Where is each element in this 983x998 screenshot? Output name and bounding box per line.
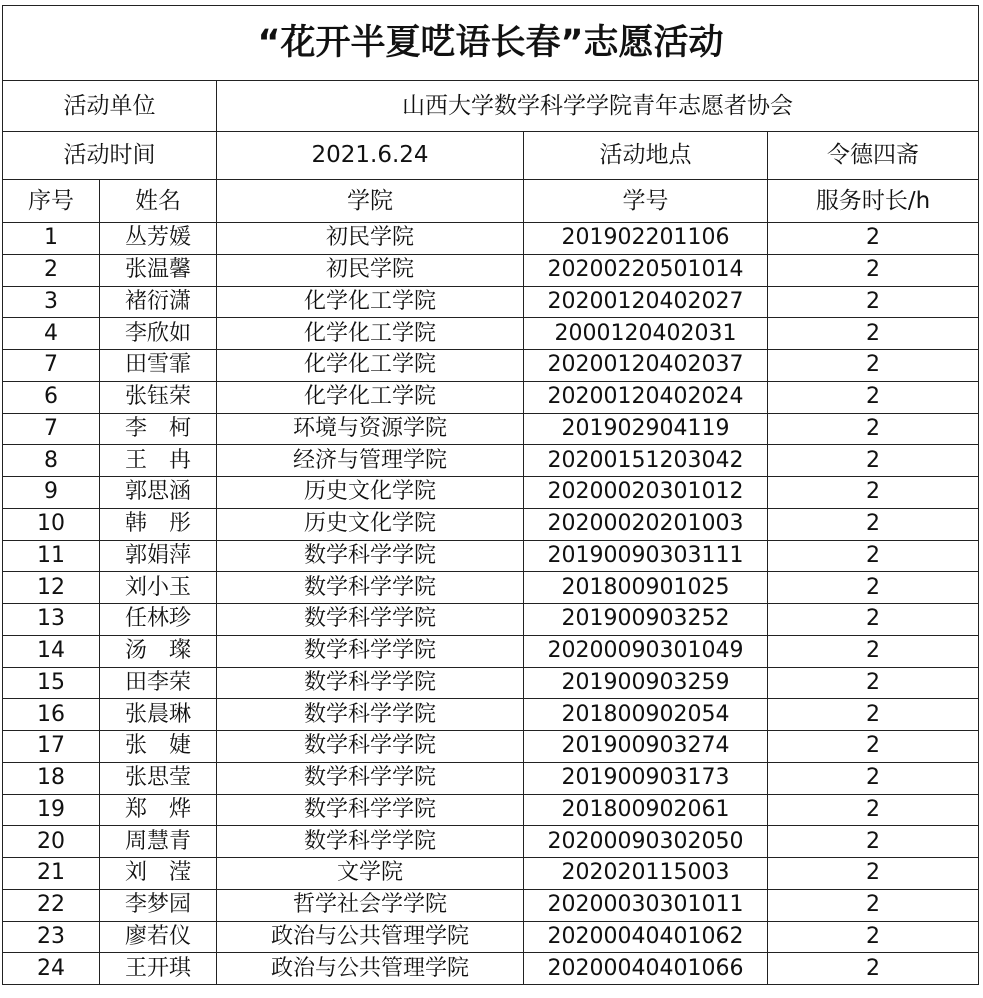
- cell-student-id: 201900903173: [524, 762, 768, 794]
- cell-student-id: 2000120402031: [524, 318, 768, 350]
- cell-college: 化学化工学院: [217, 350, 524, 382]
- cell-student-id: 20200090301049: [524, 635, 768, 667]
- volunteer-table: [2, 5, 979, 985]
- cell-student-id: 20190090303111: [524, 540, 768, 572]
- header-name: 姓名: [100, 180, 217, 223]
- cell-name: 廖若仪: [100, 921, 217, 953]
- cell-name: 田雪霏: [100, 350, 217, 382]
- cell-index: 7: [3, 350, 100, 382]
- table-row: [3, 350, 979, 382]
- cell-name: 张晨琳: [100, 699, 217, 731]
- cell-hours: 2: [768, 223, 979, 255]
- cell-index: 13: [3, 604, 100, 636]
- cell-index: 9: [3, 477, 100, 509]
- cell-hours: 2: [768, 445, 979, 477]
- table-row: [3, 794, 979, 826]
- cell-college: 数学科学学院: [217, 572, 524, 604]
- cell-college: 化学化工学院: [217, 286, 524, 318]
- cell-hours: 2: [768, 826, 979, 858]
- table-row: [3, 477, 979, 509]
- cell-college: 文学院: [217, 858, 524, 890]
- cell-hours: 2: [768, 635, 979, 667]
- cell-college: 环境与资源学院: [217, 413, 524, 445]
- cell-student-id: 20200020201003: [524, 508, 768, 540]
- table-row: [3, 508, 979, 540]
- header-index: 序号: [3, 180, 100, 223]
- table-row: [3, 826, 979, 858]
- cell-college: 历史文化学院: [217, 508, 524, 540]
- cell-college: 数学科学学院: [217, 762, 524, 794]
- cell-name: 李 柯: [100, 413, 217, 445]
- table-row: [3, 731, 979, 763]
- cell-name: 任林珍: [100, 604, 217, 636]
- table-row: [3, 413, 979, 445]
- cell-index: 24: [3, 953, 100, 985]
- cell-student-id: 201800902061: [524, 794, 768, 826]
- cell-name: 张思莹: [100, 762, 217, 794]
- table-row: [3, 858, 979, 890]
- cell-name: 郭娟萍: [100, 540, 217, 572]
- cell-name: 王开琪: [100, 953, 217, 985]
- table-row: [3, 318, 979, 350]
- cell-college: 数学科学学院: [217, 604, 524, 636]
- cell-student-id: 201800902054: [524, 699, 768, 731]
- cell-hours: 2: [768, 254, 979, 286]
- cell-hours: 2: [768, 762, 979, 794]
- cell-index: 21: [3, 858, 100, 890]
- cell-index: 2: [3, 254, 100, 286]
- cell-college: 化学化工学院: [217, 381, 524, 413]
- cell-student-id: 20200040401062: [524, 921, 768, 953]
- cell-index: 6: [3, 381, 100, 413]
- cell-hours: 2: [768, 604, 979, 636]
- cell-index: 8: [3, 445, 100, 477]
- cell-college: 初民学院: [217, 223, 524, 255]
- cell-college: 数学科学学院: [217, 540, 524, 572]
- table-row: [3, 254, 979, 286]
- cell-hours: 2: [768, 381, 979, 413]
- cell-hours: 2: [768, 921, 979, 953]
- cell-student-id: 20200151203042: [524, 445, 768, 477]
- page-title: “花开半夏呓语长春”志愿活动: [3, 6, 979, 81]
- table-row: [3, 921, 979, 953]
- cell-college: 数学科学学院: [217, 699, 524, 731]
- cell-hours: 2: [768, 889, 979, 921]
- cell-index: 10: [3, 508, 100, 540]
- cell-index: 22: [3, 889, 100, 921]
- cell-hours: 2: [768, 413, 979, 445]
- cell-name: 丛芳媛: [100, 223, 217, 255]
- table-row: [3, 445, 979, 477]
- cell-hours: 2: [768, 286, 979, 318]
- cell-index: 4: [3, 318, 100, 350]
- cell-name: 褚衍潇: [100, 286, 217, 318]
- table-row: [3, 889, 979, 921]
- cell-hours: 2: [768, 699, 979, 731]
- cell-index: 7: [3, 413, 100, 445]
- cell-name: 郑 烨: [100, 794, 217, 826]
- cell-index: 20: [3, 826, 100, 858]
- table-row: [3, 286, 979, 318]
- table-row: [3, 223, 979, 255]
- cell-name: 张钰荣: [100, 381, 217, 413]
- time-label: 活动时间: [3, 132, 217, 180]
- cell-student-id: 201902904119: [524, 413, 768, 445]
- cell-student-id: 201900903274: [524, 731, 768, 763]
- time-value: 2021.6.24: [217, 132, 524, 180]
- table-row: [3, 635, 979, 667]
- cell-index: 12: [3, 572, 100, 604]
- cell-name: 刘小玉: [100, 572, 217, 604]
- cell-college: 数学科学学院: [217, 731, 524, 763]
- cell-college: 数学科学学院: [217, 667, 524, 699]
- cell-college: 历史文化学院: [217, 477, 524, 509]
- cell-student-id: 201900903259: [524, 667, 768, 699]
- cell-college: 化学化工学院: [217, 318, 524, 350]
- cell-student-id: 20200120402024: [524, 381, 768, 413]
- cell-college: 数学科学学院: [217, 794, 524, 826]
- cell-hours: 2: [768, 858, 979, 890]
- column-headers: [3, 180, 979, 223]
- cell-hours: 2: [768, 794, 979, 826]
- table-row: [3, 762, 979, 794]
- cell-index: 17: [3, 731, 100, 763]
- cell-student-id: 20200220501014: [524, 254, 768, 286]
- cell-student-id: 20200040401066: [524, 953, 768, 985]
- cell-name: 汤 璨: [100, 635, 217, 667]
- cell-student-id: 202020115003: [524, 858, 768, 890]
- cell-name: 张 婕: [100, 731, 217, 763]
- cell-college: 经济与管理学院: [217, 445, 524, 477]
- cell-student-id: 201800901025: [524, 572, 768, 604]
- cell-hours: 2: [768, 540, 979, 572]
- cell-name: 田李荣: [100, 667, 217, 699]
- table-row: [3, 381, 979, 413]
- cell-name: 周慧青: [100, 826, 217, 858]
- cell-hours: 2: [768, 731, 979, 763]
- place-value: 令德四斋: [768, 132, 979, 180]
- unit-value: 山西大学数学科学学院青年志愿者协会: [217, 81, 979, 132]
- cell-name: 王 冉: [100, 445, 217, 477]
- cell-index: 3: [3, 286, 100, 318]
- cell-student-id: 20200090302050: [524, 826, 768, 858]
- table-row: [3, 667, 979, 699]
- table-row: [3, 540, 979, 572]
- cell-name: 李梦园: [100, 889, 217, 921]
- header-student-id: 学号: [524, 180, 768, 223]
- cell-name: 张温馨: [100, 254, 217, 286]
- cell-index: 11: [3, 540, 100, 572]
- cell-college: 初民学院: [217, 254, 524, 286]
- cell-hours: 2: [768, 667, 979, 699]
- cell-hours: 2: [768, 318, 979, 350]
- cell-college: 哲学社会学学院: [217, 889, 524, 921]
- cell-hours: 2: [768, 477, 979, 509]
- cell-name: 李欣如: [100, 318, 217, 350]
- table-row: [3, 699, 979, 731]
- cell-name: 韩 彤: [100, 508, 217, 540]
- cell-hours: 2: [768, 508, 979, 540]
- cell-student-id: 201900903252: [524, 604, 768, 636]
- table-row: [3, 572, 979, 604]
- cell-index: 14: [3, 635, 100, 667]
- cell-hours: 2: [768, 953, 979, 985]
- cell-index: 23: [3, 921, 100, 953]
- cell-college: 政治与公共管理学院: [217, 921, 524, 953]
- header-college: 学院: [217, 180, 524, 223]
- cell-college: 数学科学学院: [217, 826, 524, 858]
- cell-student-id: 20200030301011: [524, 889, 768, 921]
- table-row: [3, 953, 979, 985]
- cell-college: 数学科学学院: [217, 635, 524, 667]
- cell-index: 16: [3, 699, 100, 731]
- cell-hours: 2: [768, 572, 979, 604]
- cell-student-id: 20200020301012: [524, 477, 768, 509]
- cell-index: 15: [3, 667, 100, 699]
- header-hours: 服务时长/h: [768, 180, 979, 223]
- cell-index: 19: [3, 794, 100, 826]
- cell-college: 政治与公共管理学院: [217, 953, 524, 985]
- unit-label: 活动单位: [3, 81, 217, 132]
- cell-hours: 2: [768, 350, 979, 382]
- place-label: 活动地点: [524, 132, 768, 180]
- cell-student-id: 201902201106: [524, 223, 768, 255]
- cell-student-id: 20200120402027: [524, 286, 768, 318]
- table-row: [3, 604, 979, 636]
- cell-name: 刘 滢: [100, 858, 217, 890]
- cell-index: 18: [3, 762, 100, 794]
- cell-student-id: 20200120402037: [524, 350, 768, 382]
- cell-index: 1: [3, 223, 100, 255]
- cell-name: 郭思涵: [100, 477, 217, 509]
